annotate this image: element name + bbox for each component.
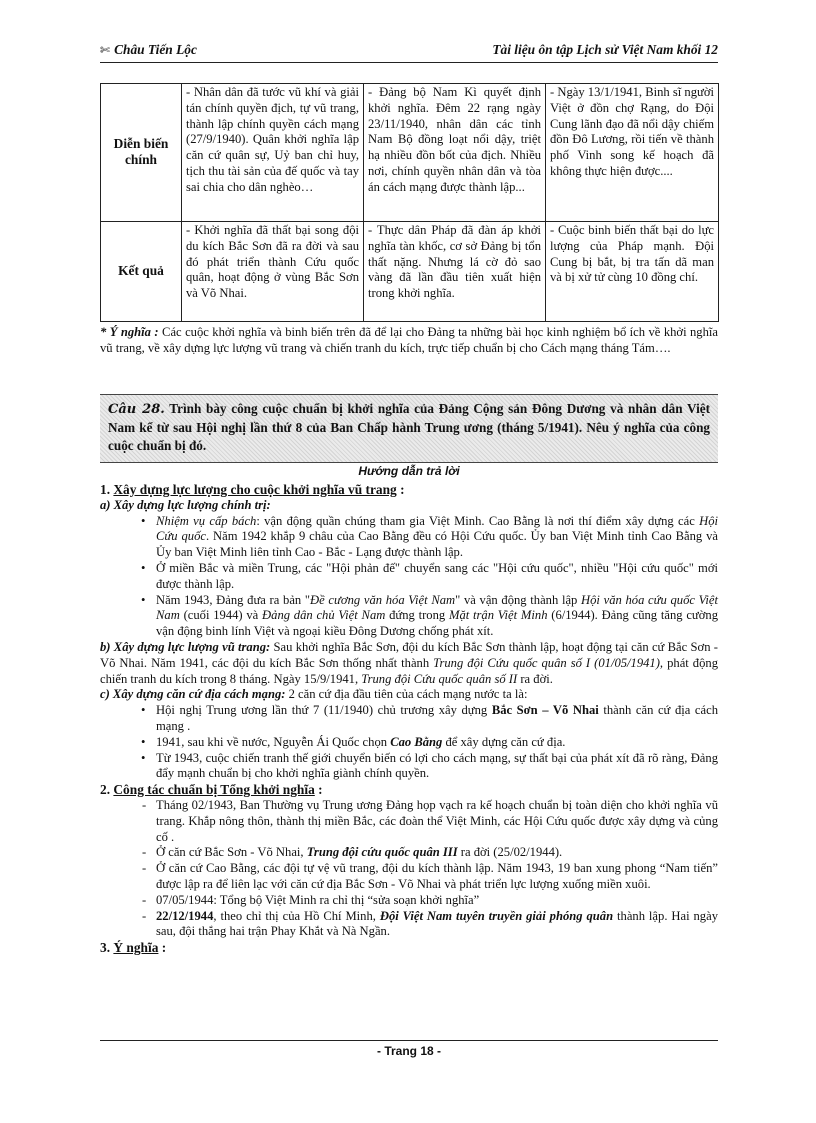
paragraph: b) Xây dựng lực lượng vũ trang: Sau khởi nghĩa Bắc Sơn, đội du kích Bắc Sơn thành lập, hoạt động tại căn cứ Bắc Sơn - Võ Nhai. Năm 1941, các đội du kích Bắc Sơn thống nhất thành Trung đội Cứu quốc quân số I (01/05/1941), phát động chiến tranh du kích trong 8 tháng. Ngày 15/9/1941, Trung đội Cứu quốc quân số II ra đời. xyxy=(100,639,718,686)
bullet-list xyxy=(100,514,718,640)
section-heading: 2. Công tác chuẩn bị Tổng khởi nghĩa : xyxy=(100,782,323,798)
list-item: • Nhiệm vụ cấp bách: vận động quần chúng tham gia Việt Minh. Cao Bằng là nơi thí điểm xây dựng các Hội Cứu quốc. Năm 1942 khắp 9 châu của Cao Bằng đều có Hội Cứu quốc. Ủy ban Việt Minh tỉnh Cao Bằng và Ủy ban Việt Minh liên tỉnh Cao - Bắc - Lạng được thành lập. xyxy=(156,514,718,561)
paragraph: c) Xây dựng căn cứ địa cách mạng: 2 căn cứ địa đầu tiên của cách mạng nước ta là: xyxy=(100,687,528,702)
section-heading: 1. Xây dựng lực lượng cho cuộc khởi nghĩa vũ trang : xyxy=(100,482,405,497)
list-item: • Năm 1943, Đảng đưa ra bản "Đề cương văn hóa Việt Nam" và vận động thành lập Hội văn hóa cứu quốc Việt Nam (cuối 1944) và Đảng dân chủ Việt Nam đứng trong Mặt trận Việt Minh (6/1944). Đảng cũng tăng cường vận động binh lính Việt và ngoại kiều Đông Dương chống phát xít. xyxy=(156,593,718,640)
subsection-heading: a) Xây dựng lực lượng chính trị: xyxy=(100,497,271,512)
table-row xyxy=(101,84,719,222)
list-item: - Tháng 02/1943, Ban Thường vụ Trung ương Đảng họp vạch ra kế hoạch chuẩn bị toàn diện cho khởi nghĩa vũ trang. Khắp nông thôn, thành thị miền Bắc, các đoàn thể Việt Minh, các Hội Cứu quốc được xây dựng và củng cố . xyxy=(156,798,718,845)
list-item: • Từ 1943, cuộc chiến tranh thế giới chuyển biến có lợi cho cách mạng, sự thất bại của phát xít đã rõ ràng, Đảng đẩy mạnh chuẩn bị cho khởi nghĩa giành chính quyền. xyxy=(156,751,718,783)
list-item: • Ở miền Bắc và miền Trung, các "Hội phản đế" chuyển sang các "Hội cứu quốc", nhiều "Hội cứu quốc" mới được thành lập. xyxy=(156,561,718,593)
answer-guide-heading: Hướng dẫn trả lời xyxy=(358,464,460,478)
list-item: • Hội nghị Trung ương lần thứ 7 (11/1940) chủ trương xây dựng Bắc Sơn – Võ Nhai thành căn cứ địa cách mạng . xyxy=(156,703,718,735)
significance-label: * Ý nghĩa : xyxy=(100,325,159,339)
list-item: - Ở căn cứ Bắc Sơn - Võ Nhai, Trung đội cứu quốc quân III ra đời (25/02/1944). xyxy=(156,845,718,861)
bullet-list xyxy=(100,703,718,782)
significance-paragraph xyxy=(100,325,718,357)
dash-list xyxy=(100,798,718,940)
table-cell: - Nhân dân đã tước vũ khí và giải tán chính quyền địch, tự vũ trang, thành lập chính quyền cách mạng (27/9/1940). Quân khởi nghĩa lập căn cứ quân sự, Uỷ ban chỉ huy, tịch thu tài sản của đế quốc và tay sai chia cho dân nghèo… xyxy=(182,84,364,222)
significance-text: Các cuộc khởi nghĩa và binh biến trên đã để lại cho Đảng ta những bài học kinh nghiệm bổ ích về khởi nghĩa vũ trang, về xây dựng lực lượng vũ trang và chiến tranh du kích, trực tiếp chuẩn bị cho Cách mạng tháng Tám…. xyxy=(100,325,718,355)
list-item: - 22/12/1944, theo chỉ thị của Hồ Chí Minh, Đội Việt Nam tuyên truyền giải phóng quân thành lập. Hai ngày sau, đội thắng hai trận Phay Khắt và Nà Ngần. xyxy=(156,909,718,941)
table-row xyxy=(101,222,719,322)
section-heading: 3. Ý nghĩa : xyxy=(100,940,167,956)
author-name: Châu Tiến Lộc xyxy=(114,42,197,57)
table-cell: - Cuộc binh biến thất bại do lực lượng của Pháp mạnh. Đội Cung bị bắt, bị tra tấn dã man và bị xử tử cùng 10 đồng chí. xyxy=(546,222,719,322)
table-cell: - Khởi nghĩa đã thất bại song đội du kích Bắc Sơn đã ra đời và sau đó phát triển thành Cứu quốc quân, hoạt động ở vùng Bắc Sơn và Võ Nhai. xyxy=(182,222,364,322)
page-footer: - Trang 18 - xyxy=(100,1040,718,1060)
question-text: Trình bày công cuộc chuẩn bị khởi nghĩa của Đảng Cộng sản Đông Dương và nhân dân Việt Nam kể từ sau Hội nghị lần thứ 8 của Ban Chấp hành Trung ương (tháng 5/1941). Nêu ý nghĩa của công cuộc chuẩn bị đó. xyxy=(108,401,710,453)
table-cell: - Ngày 13/1/1941, Binh sĩ người Việt ở đồn chợ Rạng, do Đội Cung lãnh đạo đã nổi dậy chiếm đồn Đô Lương, rồi tiến về thành phố Vinh song kế hoạch đã không thực hiện được.... xyxy=(546,84,719,222)
uprising-table xyxy=(100,83,719,322)
scissors-icon: ✄ xyxy=(100,43,111,57)
question-box xyxy=(100,394,718,463)
list-item: - 07/05/1944: Tổng bộ Việt Minh ra chỉ thị “sửa soạn khởi nghĩa” xyxy=(156,893,718,909)
question-number: Câu 28. xyxy=(108,402,165,417)
row-header: Kết quả xyxy=(101,222,182,322)
answer-section-1 xyxy=(100,482,718,956)
row-header: Diễn biến chính xyxy=(101,84,182,222)
list-item: • 1941, sau khi về nước, Nguyễn Ái Quốc chọn Cao Bằng để xây dựng căn cứ địa. xyxy=(156,735,718,751)
table-cell: - Đảng bộ Nam Kì quyết định khởi nghĩa. Đêm 22 rạng ngày 23/11/1940, nhân dân các tỉnh Nam Bộ đồng loạt nổi dậy, triệt hạ nhiều đồn bốt của địch. Nhiều nơi, chính quyền nhân dân và tòa án cách mạng được thành lập... xyxy=(364,84,546,222)
document-title: Tài liệu ôn tập Lịch sử Việt Nam khối 12 xyxy=(492,42,718,57)
page-header xyxy=(100,40,718,63)
table-cell: - Thực dân Pháp đã đàn áp khởi nghĩa tàn khốc, cơ sở Đảng bị tổn thất nặng. Nhưng lá cờ đỏ sao vàng đã lần đầu tiên xuất hiện trong khởi nghĩa. xyxy=(364,222,546,322)
list-item: - Ở căn cứ Cao Bằng, các đội tự vệ vũ trang, đội du kích thành lập. Năm 1943, 19 ban xung phong “Nam tiến” được lập ra để liên lạc với căn cứ địa Bắc Sơn - Võ Nhai và phát triển lực lượng xuống miền xuôi. xyxy=(156,861,718,893)
